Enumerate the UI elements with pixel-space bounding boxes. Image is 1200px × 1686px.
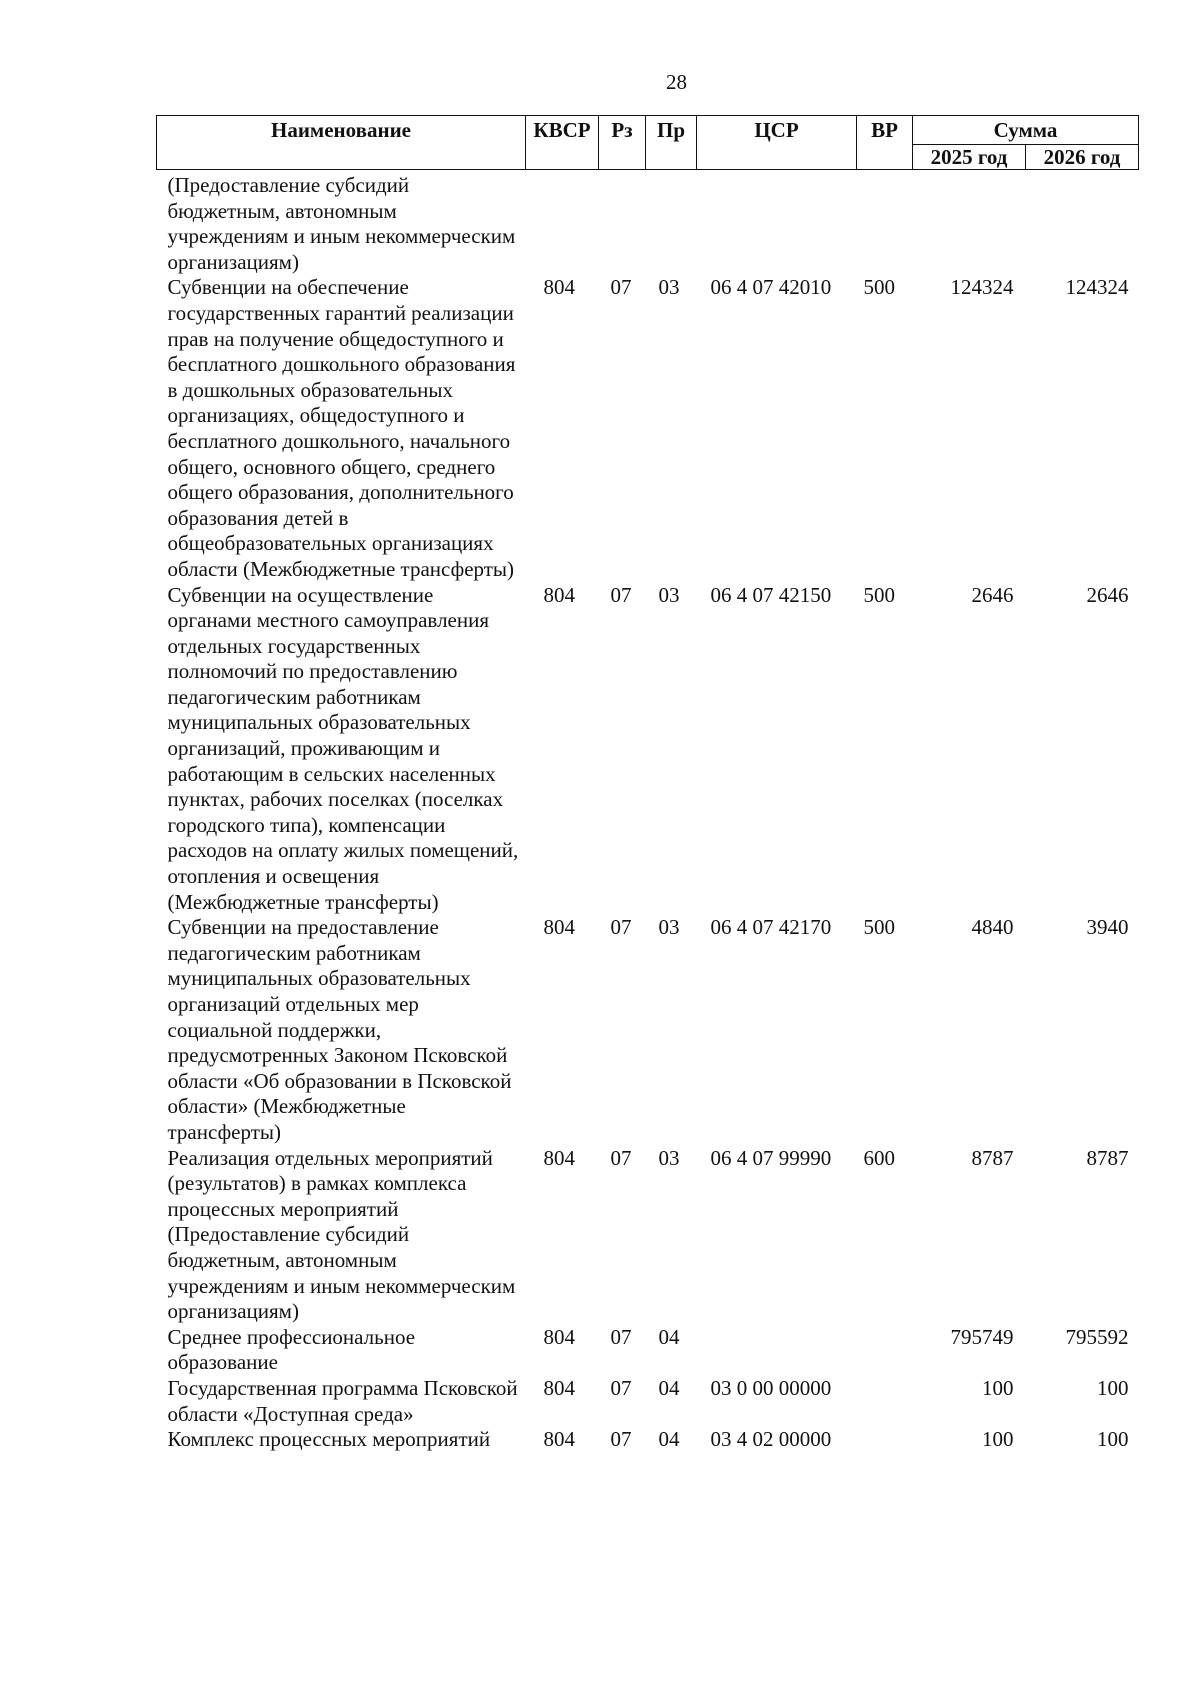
row-name: Комплекс процессных мероприятий <box>167 1427 491 1452</box>
row-pr: 04 <box>658 1324 680 1349</box>
row-rz: 07 <box>610 1145 632 1170</box>
row-kvsr: 804 <box>543 1324 575 1349</box>
header-sum: Сумма <box>913 116 1139 145</box>
row-sum-2025: 100 <box>982 1427 1014 1452</box>
row-kvsr <box>526 170 599 276</box>
row-vr <box>857 1325 913 1376</box>
row-name: Реализация отдельных мероприятий (результатов) в рамках комплекса процессных мероприятий (Предоставление субсидий бюджетным, автономным учреждениям и иным некоммерческим организациям) <box>167 1145 516 1324</box>
page-number: 28 <box>666 70 687 94</box>
row-sum-2025: 8787 <box>971 1145 1014 1170</box>
header-name: Наименование <box>157 116 526 170</box>
row-sum-2025: 795749 <box>950 1324 1014 1349</box>
header-vr: ВР <box>857 116 913 170</box>
header-year-2026: 2026 год <box>1026 145 1139 170</box>
header-rz: Рз <box>599 116 646 170</box>
row-sum-2026: 3940 <box>1086 915 1129 940</box>
row-pr: 04 <box>658 1375 680 1400</box>
row-csr <box>697 170 857 276</box>
row-rz: 07 <box>610 582 632 607</box>
row-pr: 03 <box>658 275 680 300</box>
row-vr: 500 <box>863 915 895 940</box>
row-pr: 04 <box>658 1427 680 1452</box>
table-row <box>157 915 1139 1145</box>
row-name: Субвенции на обеспечение государственных гарантий реализации прав на получение общедоступного и бесплатного дошкольного образования в дошкольных образовательных организациях, общедоступного и бесплатного дошкольного, начального общего, основного общего, среднего общего образования, дополнительного образования детей в общеобразовательных организациях области (Межбюджетные трансферты) <box>167 275 516 581</box>
row-csr <box>697 1325 857 1376</box>
row-rz: 07 <box>610 275 632 300</box>
row-sum-2025: 4840 <box>971 915 1014 940</box>
row-pr <box>646 170 697 276</box>
row-name: (Предоставление субсидий бюджетным, автономным учреждениям и иным некоммерческим организациям) <box>167 173 516 274</box>
row-vr: 600 <box>863 1145 895 1170</box>
row-csr: 03 0 00 00000 <box>710 1375 832 1400</box>
row-name: Субвенции на осуществление органами местного самоуправления отдельных государственных полномочий по предоставлению педагогическим работникам муниципальных образовательных организаций, проживающим и работающим в сельских населенных пунктах, рабочих поселках (поселках городского типа), компенсации расходов на оплату жилых помещений, отопления и освещения (Межбюджетные трансферты) <box>167 582 519 914</box>
header-kvsr: КВСР <box>526 116 599 170</box>
table-header <box>157 116 1139 170</box>
row-sum-2026: 2646 <box>1086 582 1129 607</box>
header-pr: Пр <box>646 116 697 170</box>
row-kvsr: 804 <box>543 1375 575 1400</box>
row-sum-2025 <box>913 170 1026 276</box>
table-row <box>157 1427 1139 1453</box>
row-csr: 03 4 02 00000 <box>710 1427 832 1452</box>
row-kvsr: 804 <box>543 275 575 300</box>
row-vr: 500 <box>863 275 895 300</box>
row-vr <box>857 1427 913 1453</box>
row-sum-2026: 124324 <box>1065 275 1129 300</box>
row-vr: 500 <box>863 582 895 607</box>
row-rz: 07 <box>610 1375 632 1400</box>
row-vr <box>857 1376 913 1427</box>
row-rz <box>599 170 646 276</box>
row-vr <box>857 170 913 276</box>
header-year-2025: 2025 год <box>913 145 1026 170</box>
table-row <box>157 170 1139 276</box>
row-csr: 06 4 07 42170 <box>710 915 832 940</box>
row-pr: 03 <box>658 915 680 940</box>
row-sum-2025: 124324 <box>950 275 1014 300</box>
row-rz: 07 <box>610 915 632 940</box>
table-row <box>157 275 1139 582</box>
row-sum-2026: 100 <box>1097 1375 1129 1400</box>
row-pr: 03 <box>658 1145 680 1170</box>
row-csr: 06 4 07 99990 <box>710 1145 832 1170</box>
row-sum-2026 <box>1026 170 1139 276</box>
row-pr: 03 <box>658 582 680 607</box>
row-name: Среднее профессиональное образование <box>167 1324 416 1375</box>
table-row <box>157 1376 1139 1427</box>
row-sum-2026: 8787 <box>1086 1145 1129 1170</box>
row-kvsr: 804 <box>543 915 575 940</box>
table-body <box>157 170 1139 1453</box>
row-rz: 07 <box>610 1427 632 1452</box>
header-csr: ЦСР <box>697 116 857 170</box>
row-csr: 06 4 07 42010 <box>710 275 832 300</box>
row-name: Субвенции на предоставление педагогическим работникам муниципальных образовательных организаций отдельных мер социальной поддержки, предусмотренных Законом Псковской области «Об образовании в Псковской области» (Межбюджетные трансферты) <box>167 915 512 1144</box>
row-name: Государственная программа Псковской области «Доступная среда» <box>167 1375 518 1426</box>
row-sum-2026: 795592 <box>1065 1324 1129 1349</box>
row-sum-2025: 2646 <box>971 582 1014 607</box>
row-sum-2025: 100 <box>982 1375 1014 1400</box>
row-csr: 06 4 07 42150 <box>710 582 832 607</box>
table-row <box>157 1146 1139 1325</box>
table-row <box>157 583 1139 916</box>
table-row <box>157 1325 1139 1376</box>
row-kvsr: 804 <box>543 1427 575 1452</box>
row-kvsr: 804 <box>543 582 575 607</box>
row-rz: 07 <box>610 1324 632 1349</box>
row-sum-2026: 100 <box>1097 1427 1129 1452</box>
row-kvsr: 804 <box>543 1145 575 1170</box>
budget-table <box>156 115 1139 1453</box>
